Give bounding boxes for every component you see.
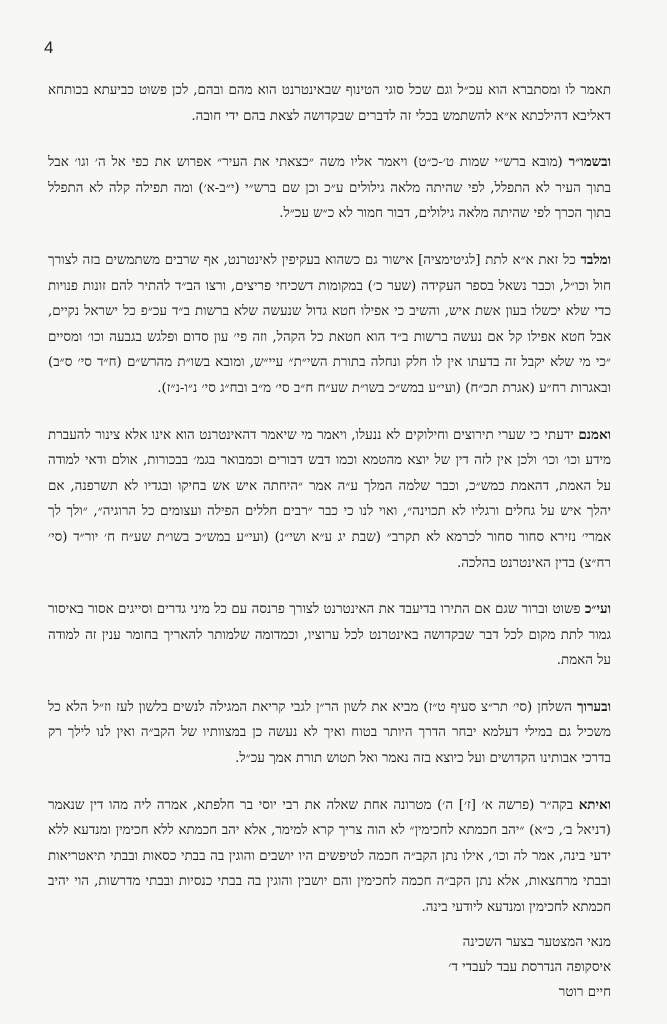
paragraph-lead: ומלבד <box>580 251 611 268</box>
paragraph-lead: ועי״כ <box>584 601 611 618</box>
paragraph-text: ידעתי כי שערי תירוצים וחילוקים לא ננעלו, ויאמר מי שיאמר דהאינטרנט הוא אינו אלא צינור להעברת מידע וכו׳ וכו׳ ולכן אין לזה דין של יוצא מהטמא וכמו דבש דבורים וכמבואר בגמ׳ בבכורות, אולם ודאי למודה על האמת, דהאמת כמש״כ, וכבר שלמה המלך ע״ה אמר ״היחתה איש אש בחיקו ובגדיו לא תשרפנה, אם יהלך איש על גחלים ורגליו לא תכוינה״, ואוי לנו כי כבר ״רבים חללים הפילה ועצומים כל הרוגיה״, ״ולך לך אמרי׳ נזירא סחור סחור לכרמא לא תקרב״ (שבת יג ע״א ושי״נ) (ועי״ע במש״כ בשו״ת שע״ח ח׳ יור״ד (סי׳ רח״צ) בדין האינטרנט בהלכה. <box>48 427 611 571</box>
paragraph <box>48 793 611 921</box>
paragraph <box>48 248 611 402</box>
signature-name: חיים רוטר <box>558 985 611 1000</box>
paragraph-lead: ובשמו״ר <box>568 154 611 171</box>
signature-line: איסקופה הנדרסת עבד לעבדי ד׳ <box>448 960 611 975</box>
paragraph <box>48 597 611 674</box>
paragraph-text: כל זאת א״א לתת [לגיטימציה] אישור גם כשהוא בעקיפין לאינטרנט, אף שרבים משתמשים בזה לצורך חול וכו״ל, וכבר נשאל בספר העקידה (שער כ׳) במקומות דשכיחי פריצים, ורצו הב״ד להתיר להם זונות פנויות כדי שלא יכשלו בעון אשת איש, והשיב כי אפילו חטא גדול שנעשה שלא ברשות ב״ד עכ״פ כל ישראל נקיים, אבל חטא אפילו קל אם נעשה ברשות ב״ד הוא חטאת כל הקהל, וזה פי׳ עון סדום ופלגש בגבעה וכו׳ ומסיים ״כי מי שלא יקבל זה בדעתו אין לו חלק ונחלה בתורת השי״ת״ עיי״ש, ומובא בשו״ת מהרש״ם (ח״ד סי׳ ס״ב) ובאגרות רח״ע (אגרת תכ״ח) (ועי״ע במש״כ בשו״ת שע״ח ח״ב סי׳ מ״ב ובח״ג סי׳ נ״ו-נ״ז). <box>48 252 611 396</box>
paragraph <box>48 78 611 129</box>
paragraph <box>48 423 611 577</box>
letter-body <box>48 78 611 942</box>
paragraph-lead: ואמנם <box>578 426 611 443</box>
paragraph <box>48 150 611 227</box>
page-number: 4 <box>44 38 54 57</box>
signature-line: מנאי המצטער בצער השכינה <box>462 935 611 950</box>
paragraph-lead: ואיתא <box>578 796 611 813</box>
paragraph-text: בקה״ר (פרשה א׳ [ז׳] ה׳) מטרונה אחת שאלה את רבי יוסי בר חלפתא, אמרה ליה מהו דין שנאמר (דניאל ב׳, כ״א) ״יהב חכמתא לחכימין״ לא הוה צריך קרא למימר, אלא יהב חכמתא ללא חכימין ומנדעא ללא ידעי בינה, אמר לה וכו׳, אילו נתן הקב״ה חכמה לטיפשים היו יושבים והוגין בה בבתי כסאות ובבתי תיאטריאות ובבתי מרחצאות, אלא נתן הקב״ה חכמה לחכימין והם יושבין והוגין בה בבתי כנסיות ובבתי מדרשות, הוי יהיב חכמתא לחכימין ומנדעא ליודעי בינה. <box>48 797 611 916</box>
paragraph-text: השלחן (סי׳ תר״צ סעיף ט״ז) מביא את לשון הר״ן לגבי קריאת המגילה לנשים בלשון לעז וז״ל הלא כל משכיל גם במילי דעלמא יבחר הדרך היותר בטוח ואיך לא נעשה כן במצוותיו של הקב״ה ואין לנו לילך רק בדרכי אבותינו הקדושים ועל כיוצא בזה נאמר ואל תטוש תורת אמך עכ״ל. <box>48 699 611 767</box>
paragraph <box>48 695 611 772</box>
paragraph-lead: ובערוך <box>576 698 611 715</box>
paragraph-text: תאמר לו ומסתברא הוא עכ״ל וגם שכל סוגי הטינוף שבאינטרנט הוא מהם ובהם, לכן פשוט כביעתא בכותחא דאליבא דהילכתא א״א להשתמש בכלי זה לדברים שבקדושה לצאת בהם ידי חובה. <box>48 83 611 124</box>
paragraph-text: פשוט וברור שגם אם התירו בדיעבד את האינטרנט לצורך פרנסה עם כל מיני גדרים וסייגים אסור באיסור גמור לתת מקום לכל דבר שבקדושה באינטרנט לכל ערוציו, וכמדומה שלמותר להאריך בחומר ענין זה למודה על האמת. <box>48 602 611 669</box>
signature-block <box>371 930 611 1005</box>
paragraph-text: (מובא ברש״י שמות ט׳-כ״ט) ויאמר אליו משה ״כצאתי את העיר״ אפרוש את כפי אל ה׳ וגו׳ אבל בתוך העיר לא התפלל, לפי שהיתה מלאה גילולים ע״כ וכן שם ברש״י (י״ב-א׳) ומה תפילה קלה לא התפלל בתוך הכרך לפי שהיתה מלאה גילולים, דבור חמור לא כ״ש עכ״ל. <box>48 155 611 222</box>
